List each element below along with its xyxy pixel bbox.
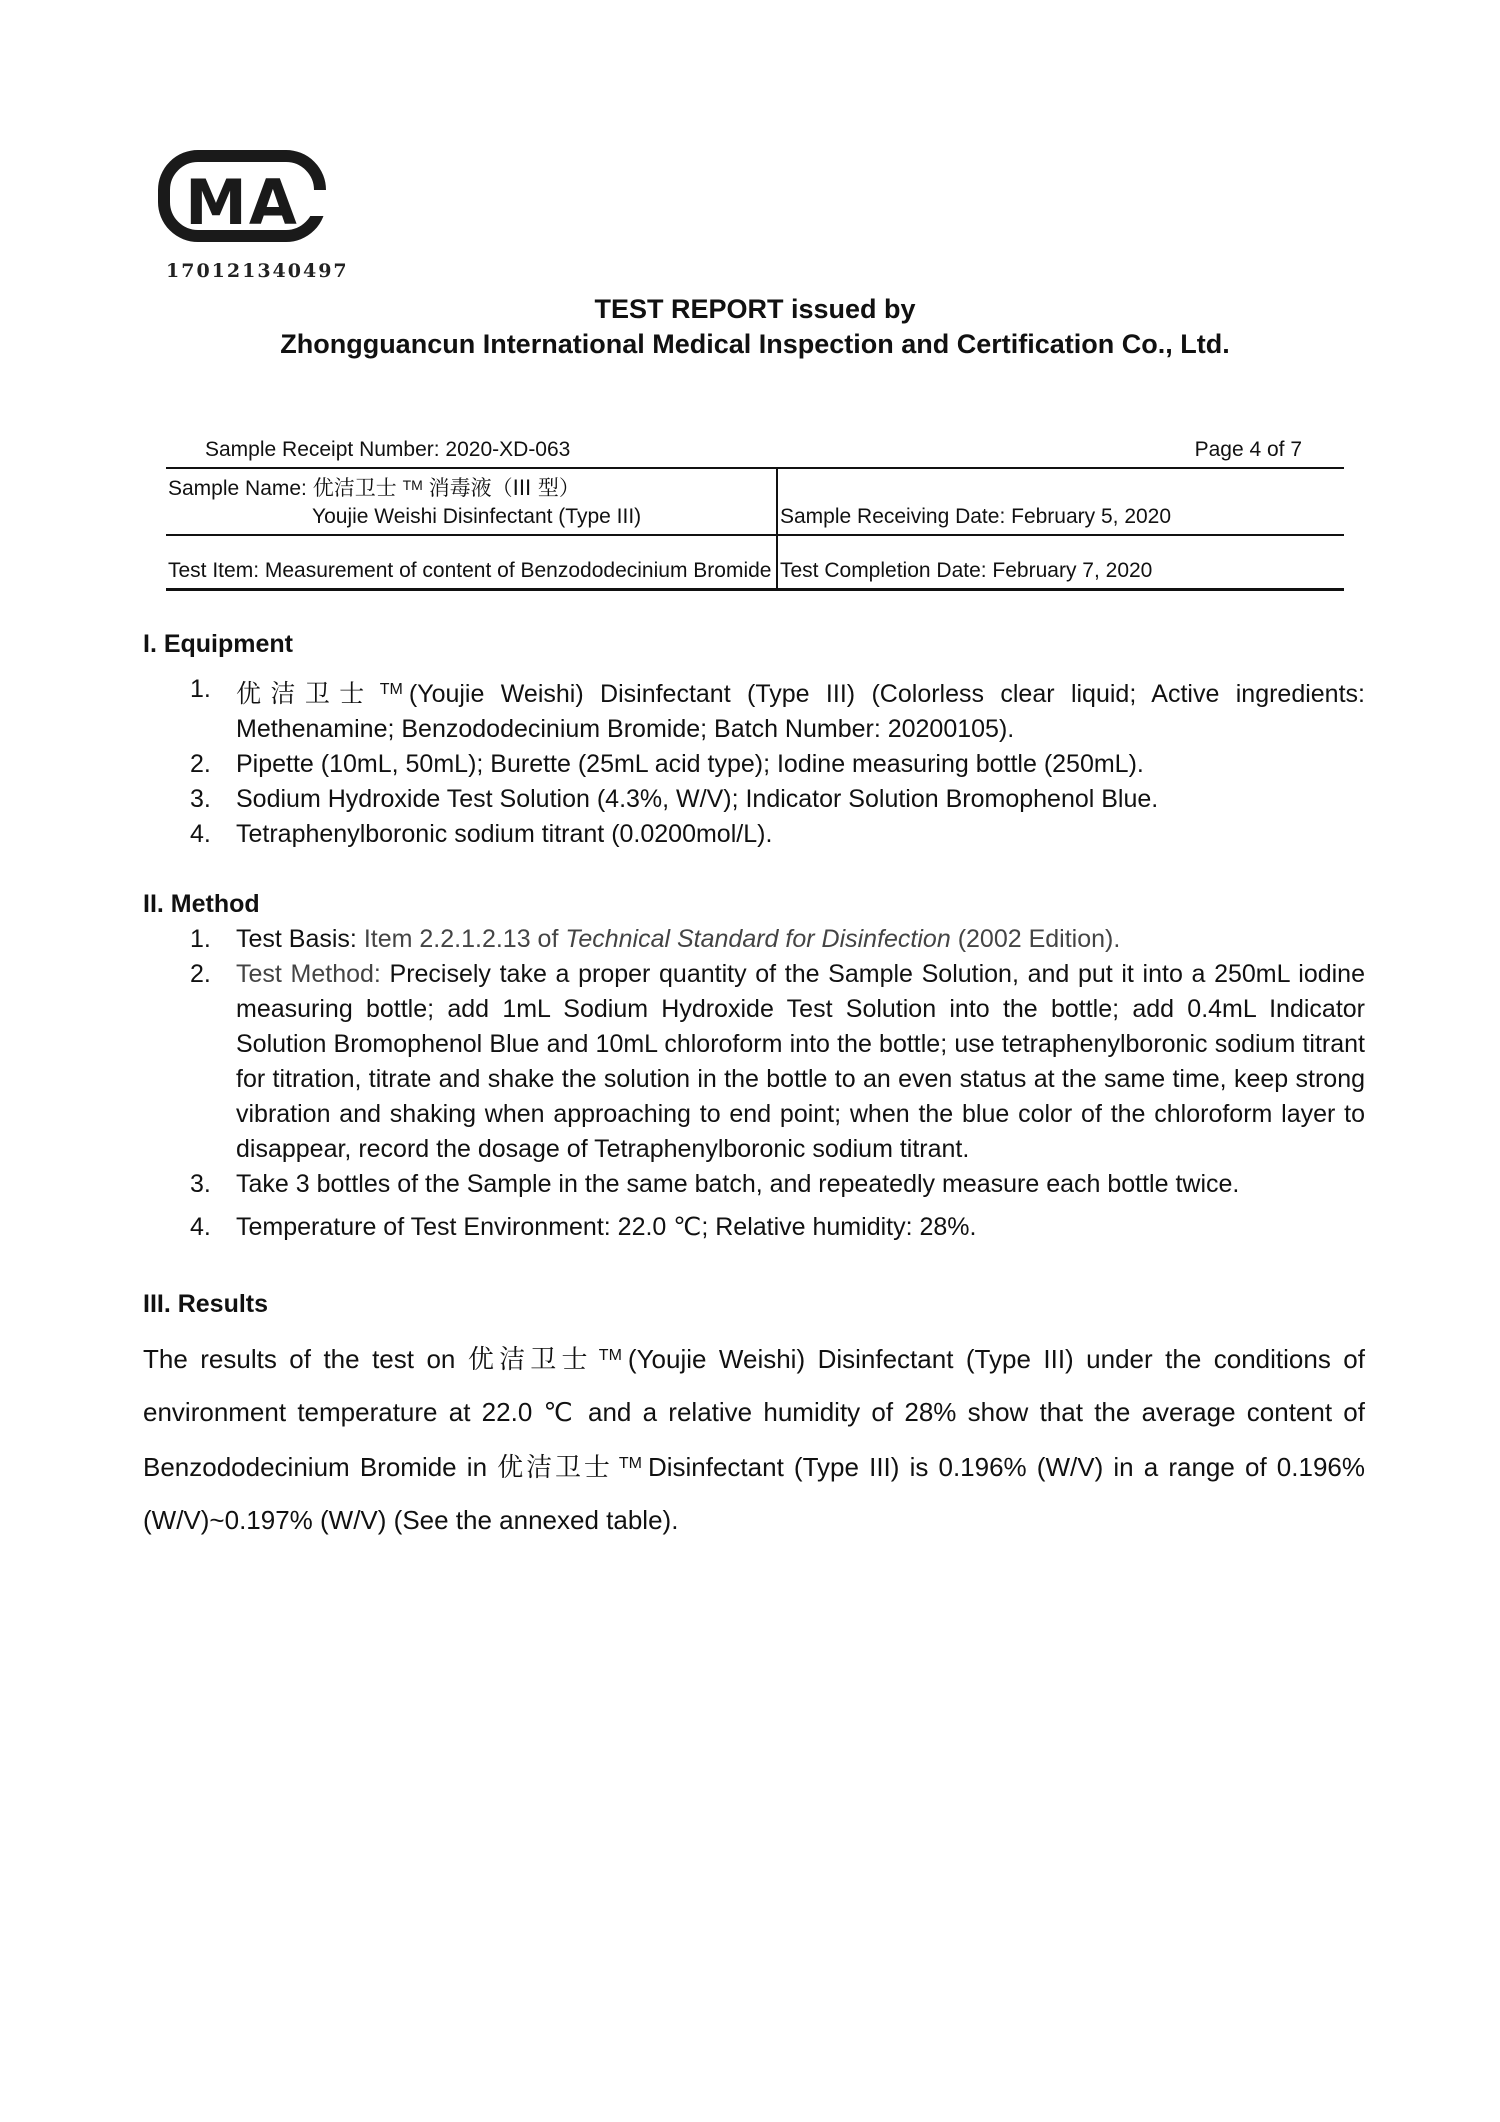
sample-name-cn: 优洁卫士 [312,476,397,500]
table-top-rule [166,467,1344,469]
receipt-number: Sample Receipt Number: 2020-XD-063 [205,438,571,461]
list-item: 1. 优洁卫士 ™ (Youjie Weishi) Disinfectant (Type III) (Colorless clear liquid; Active ingredients: Methenamine; Benzododecinium Bromide; Batch Number: 20200105). [190,675,1365,743]
table-bottom-rule [166,588,1344,591]
product-name-cn: 优洁卫士 [467,1345,593,1375]
sample-name-en: Youjie Weishi Disinfectant (Type III) [312,505,642,528]
completion-date: Test Completion Date: February 7, 2020 [780,559,1153,582]
cma-number: 170121340497 [166,260,349,282]
list-item: 1. Test Basis: Item 2.2.1.2.13 of Technical Standard for Disinfection (2002 Edition). [190,925,1121,953]
sample-name-label: Sample Name: [168,477,313,500]
issuer-name: Zhongguancun International Medical Inspection and Certification Co., Ltd. [280,329,1230,359]
method-heading: II. Method [143,890,260,918]
trademark-mark: TM [598,1347,622,1364]
results-paragraph: The results of the test on 优洁卫士 ™ (Youjie Weishi) Disinfectant (Type III) under the conditions of environment temperature at 22.0 ℃ and a relative humidity of 28% show that the average content of Benzododecinium Bromide in 优洁卫士 ™ Disinfectant (Type III) is 0.196% (W/V) in a range of 0.196% (W/V)~0.197% (W/V) (See the annexed table). [143,1344,1365,1535]
product-name-cn: 优洁卫士 [497,1453,613,1483]
cma-logo [158,150,349,282]
list-item: 4. Temperature of Test Environment: 22.0 ℃; Relative humidity: 28%. [190,1213,977,1241]
product-name-cn: 优洁卫士 [236,679,374,708]
results-heading: III. Results [143,1290,269,1318]
list-item: 2. Test Method: Precisely take a proper quantity of the Sample Solution, and put it into a 250mL iodine measuring bottle; add 1mL Sodium Hydroxide Test Solution into the bottle; add 0.4mL Indicator Solution Bromophenol Blue and 10mL chloroform into the bottle; use tetraphenylboronic sodium titrant for titration, titrate and shake the solution in the bottle to an even status at the same time, keep strong vibration and shaking when approaching to end point; when the blue color of the chloroform layer to disappear, record the dosage of Tetraphenylboronic sodium titrant. [190,960,1365,1163]
cma-logo-text: MA [185,166,299,239]
test-item: Test Item: Measurement of content of Benzododecinium Bromide [168,559,772,582]
sample-name [168,472,580,502]
table-mid-rule [166,534,1344,536]
report-title: TEST REPORT issued by [594,294,916,324]
trademark-mark: TM [618,1455,642,1472]
method-list [190,922,1365,1245]
receiving-date: Sample Receiving Date: February 5, 2020 [780,505,1172,528]
page-number: Page 4 of 7 [1194,438,1302,461]
list-item: 3. Sodium Hydroxide Test Solution (4.3%, W/V); Indicator Solution Bromophenol Blue. [190,785,1159,813]
table-column-divider [776,468,778,590]
list-item: 2. Pipette (10mL, 50mL); Burette (25mL acid type); Iodine measuring bottle (250mL). [190,750,1144,778]
trademark-mark: TM [379,681,403,698]
equipment-heading: I. Equipment [143,630,293,658]
sample-name-cn-type: 消毒液（III 型） [428,476,580,500]
list-item: 3. Take 3 bottles of the Sample in the same batch, and repeatedly measure each bottle twice. [190,1170,1240,1198]
list-item: 4. Tetraphenylboronic sodium titrant (0.0200mol/L). [190,820,773,848]
cma-seal [158,150,326,242]
equipment-list [190,672,1365,852]
trademark-mark: TM [402,477,423,493]
